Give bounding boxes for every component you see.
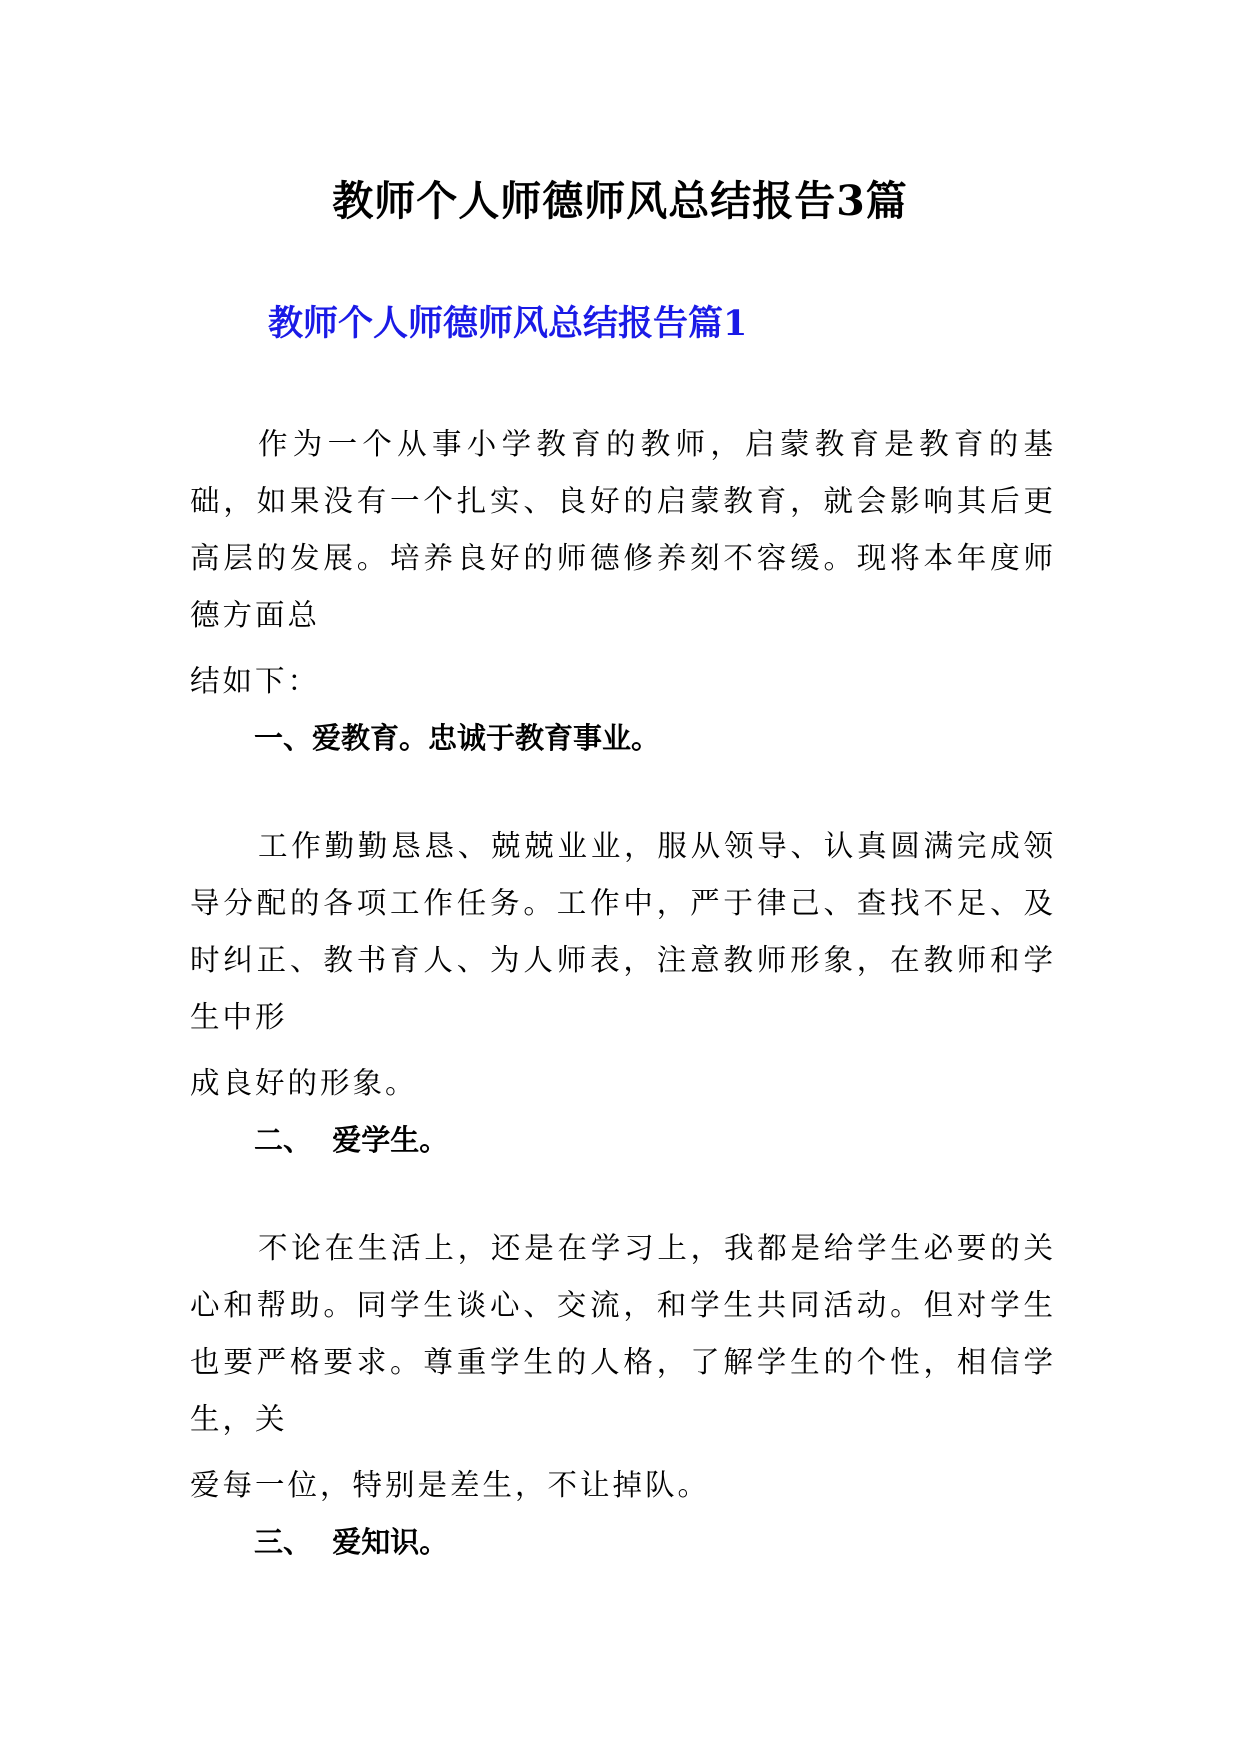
point-heading-2: 二、 爱学生。 [254,1123,449,1157]
point-paragraph-1 [190,818,1056,1112]
intro-text: 作为一个从事小学教育的教师，启蒙教育是教育的基础，如果没有一个扎实、良好的启蒙教育，就会影响其后更高层的发展。培养良好的师德修养刻不容缓。现将本年度师德方面总 [190,427,1056,632]
document-title: 教师个人师德师风总结报告3篇 [332,177,908,225]
intro-paragraph [190,416,1056,710]
point-text-1: 工作勤勤恳恳、兢兢业业，服从领导、认真圆满完成领导分配的各项工作任务。工作中，严于律己、查找不足、及时纠正、教书育人、为人师表，注意教师形象，在教师和学生中形 [190,829,1056,1034]
point-last-line-2: 爱每一位，特别是差生，不让掉队。 [190,1468,711,1502]
point-heading-3: 三、 爱知识。 [254,1525,449,1559]
point-heading-1: 一、爱教育。忠诚于教育事业。 [254,721,661,755]
point-paragraph-2 [190,1220,1056,1514]
intro-last-line: 结如下： [190,664,321,698]
point-last-line-1: 成良好的形象。 [190,1066,418,1100]
section-heading: 教师个人师德师风总结报告篇1 [268,303,748,344]
point-text-2: 不论在生活上，还是在学习上，我都是给学生必要的关心和帮助。同学生谈心、交流，和学生共同活动。但对学生也要严格要求。尊重学生的人格，了解学生的个性，相信学生，关 [190,1231,1056,1436]
